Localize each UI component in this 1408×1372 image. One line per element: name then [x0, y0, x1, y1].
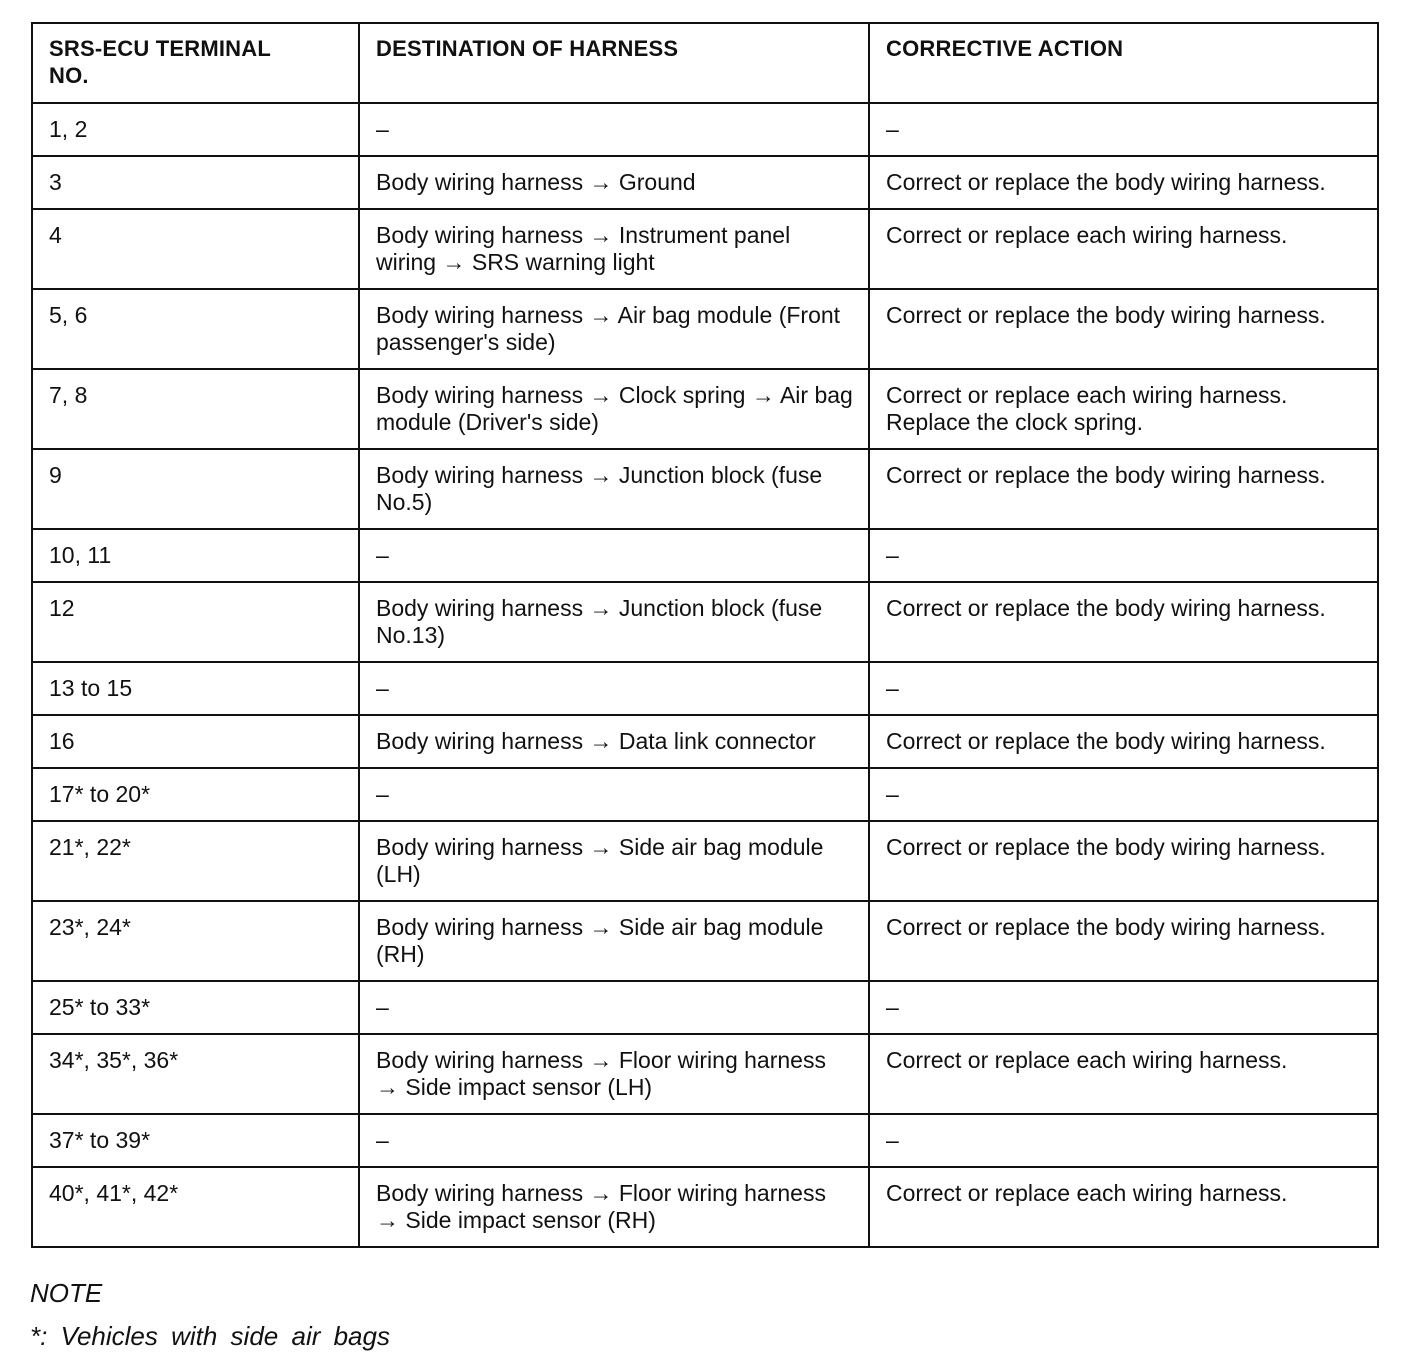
- table-row: [32, 369, 1378, 449]
- action-cell: Correct or replace each wiring harness.: [869, 1034, 1378, 1114]
- table-row: [32, 156, 1378, 209]
- action-cell: Correct or replace the body wiring harness.: [869, 582, 1378, 662]
- terminal-cell: 10, 11: [32, 529, 359, 582]
- terminal-cell: 37* to 39*: [32, 1114, 359, 1167]
- terminal-cell: 9: [32, 449, 359, 529]
- table-row: [32, 1114, 1378, 1167]
- destination-cell: Body wiring harness → Junction block (fuse No.5): [359, 449, 869, 529]
- harness-table: [31, 22, 1379, 1248]
- terminal-cell: 17* to 20*: [32, 768, 359, 821]
- action-cell: –: [869, 103, 1378, 156]
- terminal-cell: 25* to 33*: [32, 981, 359, 1034]
- destination-cell: –: [359, 529, 869, 582]
- action-cell: Correct or replace the body wiring harness.: [869, 449, 1378, 529]
- action-cell: Correct or replace the body wiring harness.: [869, 901, 1378, 981]
- action-cell: –: [869, 768, 1378, 821]
- destination-cell: –: [359, 768, 869, 821]
- action-cell: Correct or replace each wiring harness.: [869, 1167, 1378, 1247]
- harness-table-container: [31, 22, 1377, 1248]
- table-row: [32, 103, 1378, 156]
- action-cell: –: [869, 529, 1378, 582]
- table-row: [32, 768, 1378, 821]
- table-row: [32, 289, 1378, 369]
- destination-cell: Body wiring harness → Data link connector: [359, 715, 869, 768]
- action-cell: Correct or replace each wiring harness.: [869, 209, 1378, 289]
- action-cell: Correct or replace the body wiring harness.: [869, 821, 1378, 901]
- terminal-cell: 13 to 15: [32, 662, 359, 715]
- terminal-cell: 7, 8: [32, 369, 359, 449]
- terminal-cell: 1, 2: [32, 103, 359, 156]
- destination-cell: Body wiring harness → Side air bag module (RH): [359, 901, 869, 981]
- terminal-cell: 34*, 35*, 36*: [32, 1034, 359, 1114]
- destination-cell: –: [359, 1114, 869, 1167]
- note-title: NOTE: [30, 1278, 103, 1308]
- table-row: [32, 1167, 1378, 1247]
- table-row: [32, 209, 1378, 289]
- action-cell: –: [869, 662, 1378, 715]
- action-cell: Correct or replace the body wiring harness.: [869, 289, 1378, 369]
- destination-cell: Body wiring harness → Floor wiring harness → Side impact sensor (RH): [359, 1167, 869, 1247]
- table-row: [32, 901, 1378, 981]
- action-cell: –: [869, 1114, 1378, 1167]
- terminal-cell: 4: [32, 209, 359, 289]
- destination-cell: Body wiring harness → Side air bag module (LH): [359, 821, 869, 901]
- destination-cell: Body wiring harness → Junction block (fuse No.13): [359, 582, 869, 662]
- destination-cell: –: [359, 662, 869, 715]
- table-header-row: [32, 23, 1378, 103]
- table-row: [32, 662, 1378, 715]
- header-terminal: SRS-ECU TERMINAL NO.: [32, 23, 359, 103]
- table-row: [32, 582, 1378, 662]
- action-cell: Correct or replace the body wiring harness.: [869, 715, 1378, 768]
- terminal-cell: 12: [32, 582, 359, 662]
- destination-cell: –: [359, 981, 869, 1034]
- action-cell: –: [869, 981, 1378, 1034]
- action-cell: Correct or replace the body wiring harness.: [869, 156, 1378, 209]
- header-action: CORRECTIVE ACTION: [869, 23, 1378, 103]
- terminal-cell: 21*, 22*: [32, 821, 359, 901]
- terminal-cell: 16: [32, 715, 359, 768]
- destination-cell: Body wiring harness → Clock spring → Air bag module (Driver's side): [359, 369, 869, 449]
- destination-cell: –: [359, 103, 869, 156]
- terminal-cell: 23*, 24*: [32, 901, 359, 981]
- table-row: [32, 821, 1378, 901]
- terminal-cell: 5, 6: [32, 289, 359, 369]
- note-text: *: Vehicles with side air bags: [30, 1321, 390, 1351]
- action-cell: Correct or replace each wiring harness. Replace the clock spring.: [869, 369, 1378, 449]
- destination-cell: Body wiring harness → Floor wiring harness → Side impact sensor (LH): [359, 1034, 869, 1114]
- destination-cell: Body wiring harness → Ground: [359, 156, 869, 209]
- table-row: [32, 529, 1378, 582]
- terminal-cell: 3: [32, 156, 359, 209]
- table-row: [32, 1034, 1378, 1114]
- terminal-cell: 40*, 41*, 42*: [32, 1167, 359, 1247]
- destination-cell: Body wiring harness → Instrument panel wiring → SRS warning light: [359, 209, 869, 289]
- header-destination: DESTINATION OF HARNESS: [359, 23, 869, 103]
- table-row: [32, 981, 1378, 1034]
- table-row: [32, 715, 1378, 768]
- destination-cell: Body wiring harness → Air bag module (Front passenger's side): [359, 289, 869, 369]
- table-row: [32, 449, 1378, 529]
